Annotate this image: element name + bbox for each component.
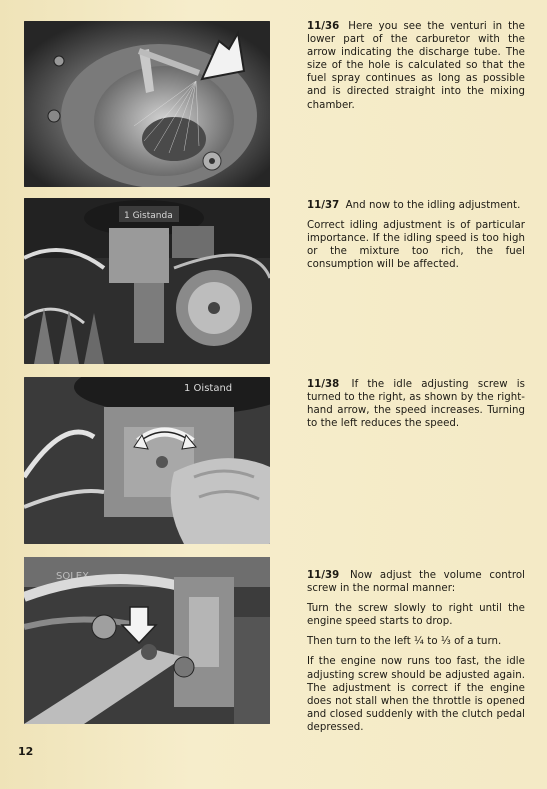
section-paragraph: Now adjust the volume control screw in the normal manner: — [307, 570, 525, 595]
section-number: 11/36 — [307, 21, 340, 32]
section-paragraph: Then turn to the left ¼ to ⅓ of a turn. — [307, 636, 502, 648]
photo-idle-adjusting-screw — [24, 377, 270, 544]
page-number: 12 — [18, 745, 34, 758]
section-11-39 — [307, 569, 525, 741]
section-paragraph: And now to the idling adjustment. — [345, 200, 521, 211]
section-number: 11/39 — [307, 570, 340, 581]
photo-volume-control-screw — [24, 557, 270, 724]
photo-engine-idling-adjustment — [24, 198, 270, 364]
section-11-36 — [307, 20, 525, 119]
section-paragraph: Correct idling adjustment is of particular importance. If the idling speed is too high or the mixture too rich, the fuel consumption will be affected. — [307, 220, 525, 271]
section-paragraph: Turn the screw slowly to right until the engine speed starts to drop. — [307, 603, 525, 628]
section-paragraph: If the idle adjusting screw is turned to the right, as shown by the right-hand arrow, the speed increases. Turning to the left reduces the speed. — [307, 379, 526, 430]
section-11-38 — [307, 378, 525, 437]
photo3-badge-text: 1 Oistand — [184, 383, 233, 394]
photo2-badge-text: 1 Gistanda — [124, 211, 173, 221]
photo4-badge-text: SOLEX — [56, 571, 89, 582]
section-number: 11/37 — [307, 200, 340, 211]
section-paragraph: If the engine now runs too fast, the idle adjusting screw should be adjusted again. The adjustment is correct if the engine does not stall when the throttle is opened and closed suddenly with the clutch pedal depressed. — [307, 656, 525, 733]
section-paragraph: Here you see the venturi in the lower part of the carburetor with the arrow indicating the discharge tube. The size of the hole is calculated so that the fuel spray continues as long as possible and is directed straight into the mixing chamber. — [307, 21, 525, 111]
section-number: 11/38 — [307, 379, 340, 390]
section-11-37 — [307, 199, 525, 278]
photo-venturi-discharge-tube — [24, 21, 270, 187]
